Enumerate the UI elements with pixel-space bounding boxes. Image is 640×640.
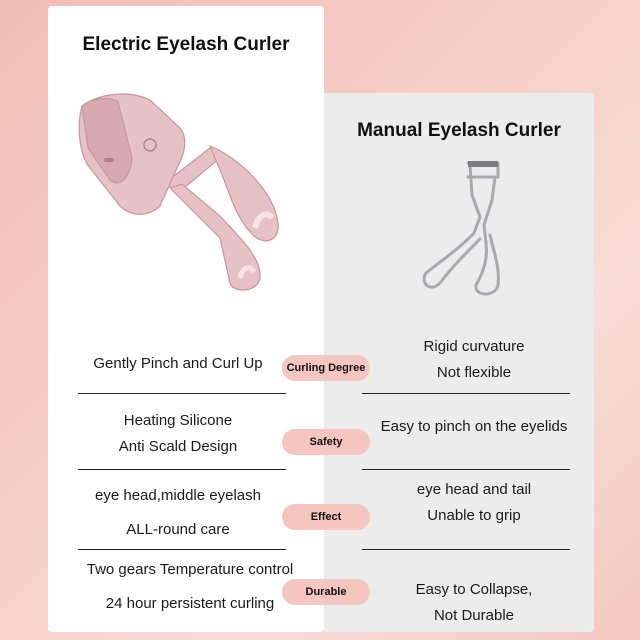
durable-badge: Durable: [282, 579, 370, 605]
electric-curling-text: Gently Pinch and Curl Up: [93, 355, 263, 372]
safety-badge: Safety: [282, 429, 370, 455]
manual-divider-2: [362, 469, 570, 470]
electric-divider-2: [78, 469, 286, 470]
electric-durable-text: Two gears Temperature control 24 hour persistent curling: [86, 561, 294, 612]
electric-curler-image: [70, 88, 290, 303]
manual-divider-1: [362, 393, 570, 394]
curling-degree-badge: Curling Degree: [282, 355, 370, 381]
electric-effect-text: eye head,middle eyelash ALL-round care: [95, 487, 261, 538]
manual-effect-text: eye head and tail Unable to grip: [416, 481, 532, 524]
manual-divider-3: [362, 549, 570, 550]
electric-curler-title: Electric Eyelash Curler: [82, 34, 290, 55]
manual-curling-text: Rigid curvature Not flexible: [423, 338, 525, 381]
effect-badge: Effect: [282, 504, 370, 530]
manual-curler-title: Manual Eyelash Curler: [357, 120, 561, 141]
manual-durable-text: Easy to Collapse, Not Durable: [415, 581, 533, 624]
electric-divider-3: [78, 549, 286, 550]
electric-safety-text: Heating Silicone Anti Scald Design: [118, 412, 238, 455]
electric-divider-1: [78, 393, 286, 394]
manual-safety-text: Easy to pinch on the eyelids: [380, 418, 568, 435]
manual-curler-image: [410, 155, 530, 305]
